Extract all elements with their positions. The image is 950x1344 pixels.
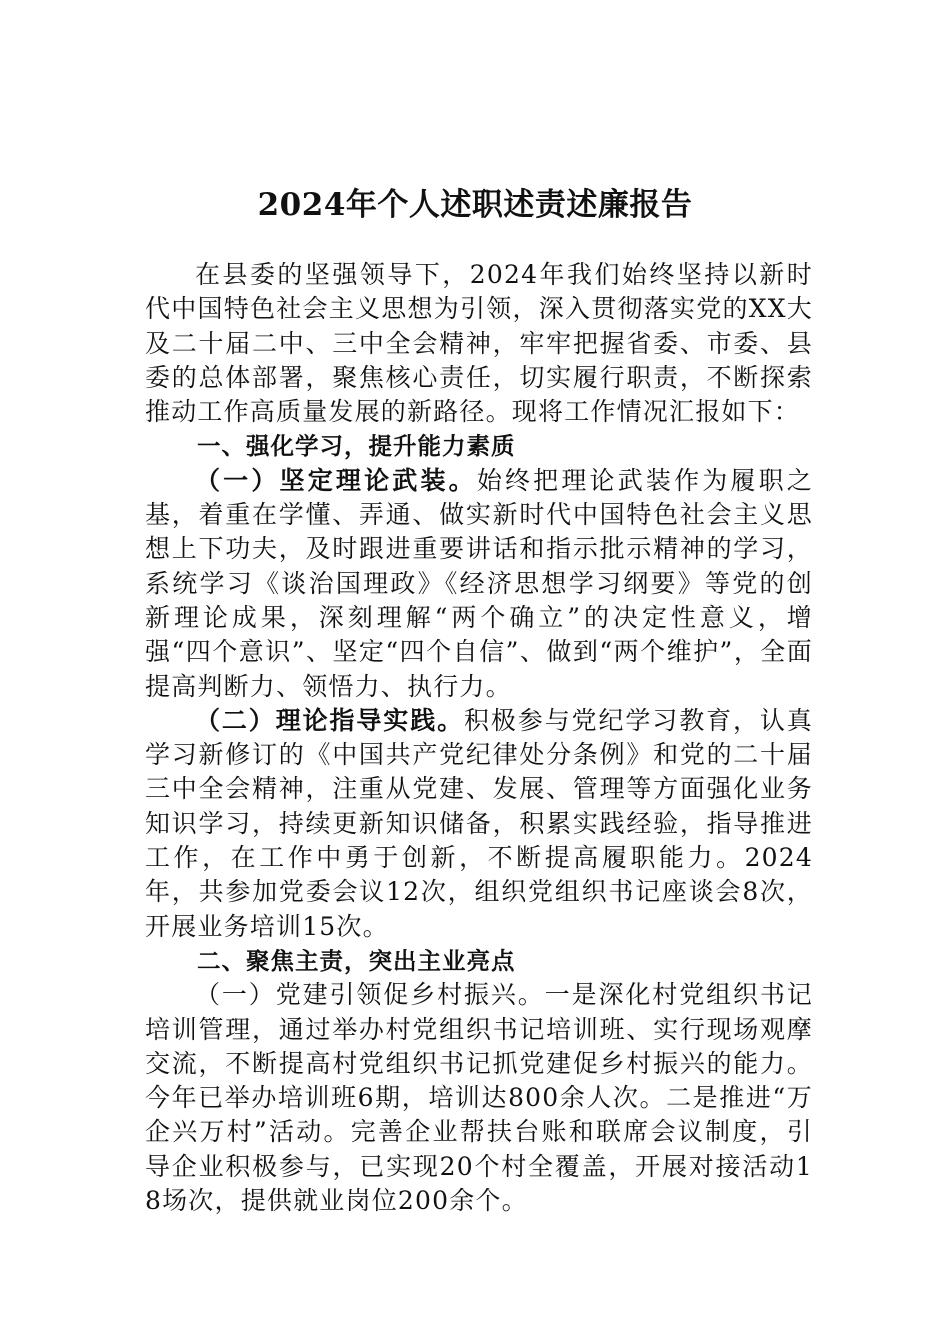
paragraph-lead: （一）坚定理论武装。: [195, 465, 477, 495]
section-heading: 一、强化学习，提升能力素质: [197, 432, 516, 461]
section-heading: 二、聚焦主责，突出主业亮点: [197, 946, 516, 975]
document-body: [145, 258, 813, 1218]
paragraph-text: 积极参与党纪学习教育，认真学习新修订的《中国共产党纪律处分条例》和党的二十届三中全会精神，注重从党建、发展、管理等方面强化业务知识学习，持续更新知识储备，积累实践经验，指导推进工作，在工作中勇于创新，不断提高履职能力。2024年，共参加党委会议12次，组织党组织书记座谈会8次，开展业务培训15次。: [145, 705, 813, 941]
section-2: [145, 944, 813, 1218]
section-1: [145, 429, 813, 943]
section-paragraph: [145, 704, 813, 944]
paragraph-text: 始终把理论武装作为履职之基，着重在学懂、弄通、做实新时代中国特色社会主义思想上下功夫，及时跟进重要讲话和指示批示精神的学习，系统学习《谈治国理政》《经济思想学习纲要》等党的创新理论成果，深刻理解“两个确立”的决定性意义，增强“四个意识”、坚定“四个自信”、做到“两个维护”，全面提高判断力、领悟力、执行力。: [145, 465, 813, 701]
document-title: 2024年个人述职述责述廉报告: [257, 186, 693, 223]
section-paragraph: [145, 978, 813, 1218]
paragraph-lead: （二）理论指导实践。: [195, 705, 464, 735]
intro-paragraph: 在县委的坚强领导下，2024年我们始终坚持以新时代中国特色社会主义思想为引领，深入贯彻落实党的XX大及二十届二中、三中全会精神，牢牢把握省委、市委、县委的总体部署，聚焦核心责任，切实履行职责，不断探索推动工作高质量发展的新路径。现将工作情况汇报如下：: [145, 260, 813, 427]
paragraph-text: （一）党建引领促乡村振兴。一是深化村党组织书记培训管理，通过举办村党组织书记培训班、实行现场观摩交流，不断提高村党组织书记抓党建促乡村振兴的能力。今年已举办培训班6期，培训达800余人次。二是推进“万企兴万村”活动。完善企业帮扶台账和联席会议制度，引导企业积极参与，已实现20个村全覆盖，开展对接活动18场次，提供就业岗位200余个。: [145, 980, 813, 1216]
section-paragraph: [145, 464, 813, 704]
